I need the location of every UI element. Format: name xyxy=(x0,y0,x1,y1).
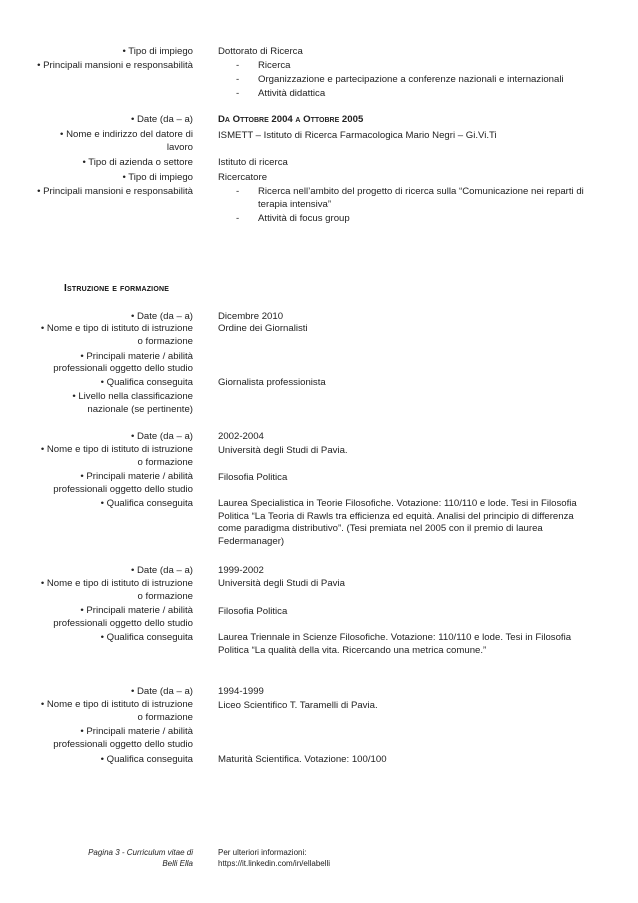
label-qualifica: • Qualifica conseguita xyxy=(100,632,193,643)
edu-qualifica: Laurea Specialistica in Teorie Filosofiche. Votazione: 110/110 e lode. Tesi in Filosofia Politica “La Teoria di Rawls tra efficienza ed equità. Analisi del principio di differenza come paradigma distributivo”. (Tesi premiata nel 2005 con il premio di laurea Federmanager) xyxy=(218,498,577,547)
label-azienda: • Tipo di azienda o settore xyxy=(82,157,193,168)
dash: - xyxy=(236,60,240,71)
edu-materie: Filosofia Politica xyxy=(218,606,288,617)
value-date: Da Ottobre 2004 a Ottobre 2005 xyxy=(218,114,364,125)
label-istituto: • Nome e tipo di istituto di istruzione xyxy=(40,323,193,334)
label-istituto-2: o formazione xyxy=(137,336,193,347)
mansioni2-item: Attività di focus group xyxy=(258,213,350,224)
edu-date: Dicembre 2010 xyxy=(218,311,284,322)
dash: - xyxy=(236,74,240,85)
label-datore: • Nome e indirizzo del datore di xyxy=(60,129,193,140)
label-tipo-impiego: • Tipo di impiego xyxy=(122,46,193,57)
dash: - xyxy=(236,213,240,224)
label-istituto-2: o formazione xyxy=(137,712,193,723)
label-qualifica: • Qualifica conseguita xyxy=(100,498,193,509)
label-livello-2: nazionale (se pertinente) xyxy=(87,404,193,415)
label-materie: • Principali materie / abilità xyxy=(80,471,193,482)
value-datore: ISMETT – Istituto di Ricerca Farmacologica Mario Negri – Gi.Vi.Ti xyxy=(218,130,497,141)
label-materie: • Principali materie / abilità xyxy=(80,726,193,737)
edu-qualifica: Laurea Triennale in Scienze Filosofiche. Votazione: 110/110 e lode. Tesi in Filosofia Politica “La qualità della vita. Ricercando una metrica comune.” xyxy=(218,632,572,656)
dash: - xyxy=(236,186,240,197)
value-tipo-impiego: Dottorato di Ricerca xyxy=(218,46,303,57)
edu-date: 1994-1999 xyxy=(218,686,264,697)
value-tipo-impiego-2: Ricercatore xyxy=(218,172,268,183)
label-materie-2: professionali oggetto dello studio xyxy=(53,618,193,629)
label-date: • Date (da – a) xyxy=(130,686,193,697)
label-materie-2: professionali oggetto dello studio xyxy=(53,363,193,374)
footer-page-label: Pagina 3 - Curriculum vitae di xyxy=(88,848,193,857)
edu-istituto: Università degli Studi di Pavia xyxy=(218,578,345,589)
edu-istituto: Liceo Scientifico T. Taramelli di Pavia. xyxy=(218,700,378,711)
label-istituto-2: o formazione xyxy=(137,457,193,468)
label-livello: • Livello nella classificazione xyxy=(72,391,193,402)
mansioni-item: Attività didattica xyxy=(258,88,326,99)
mansioni2-item: Ricerca nell’ambito del progetto di ricerca sulla “Comunicazione nei reparti di terapia intensiva” xyxy=(258,186,584,210)
label-materie: • Principali materie / abilità xyxy=(80,605,193,616)
section-title: Istruzione e formazione xyxy=(64,283,170,294)
label-materie: • Principali materie / abilità xyxy=(80,351,193,362)
label-date: • Date (da – a) xyxy=(130,565,193,576)
edu-date: 2002-2004 xyxy=(218,431,264,442)
label-istituto-2: o formazione xyxy=(137,591,193,602)
edu-date: 1999-2002 xyxy=(218,565,264,576)
label-materie-2: professionali oggetto dello studio xyxy=(53,484,193,495)
footer-info-label: Per ulteriori informazioni: xyxy=(218,848,307,857)
label-istituto: • Nome e tipo di istituto di istruzione xyxy=(40,578,193,589)
edu-qualifica: Giornalista professionista xyxy=(218,377,326,388)
mansioni-item: Ricerca xyxy=(258,60,291,71)
label-istituto: • Nome e tipo di istituto di istruzione xyxy=(40,444,193,455)
edu-materie: Filosofia Politica xyxy=(218,472,288,483)
label-materie-2: professionali oggetto dello studio xyxy=(53,739,193,750)
label-tipo-impiego-2: • Tipo di impiego xyxy=(122,172,193,183)
edu-istituto: Università degli Studi di Pavia. xyxy=(218,445,348,456)
label-mansioni: • Principali mansioni e responsabilità xyxy=(37,60,193,71)
edu-qualifica: Maturità Scientifica. Votazione: 100/100 xyxy=(218,754,387,765)
label-mansioni-2: • Principali mansioni e responsabilità xyxy=(37,186,193,197)
label-qualifica: • Qualifica conseguita xyxy=(100,754,193,765)
value-azienda: Istituto di ricerca xyxy=(218,157,288,168)
label-date: • Date (da – a) xyxy=(130,431,193,442)
edu-istituto: Ordine dei Giornalisti xyxy=(218,323,308,334)
footer-name: Belli Ella xyxy=(162,859,193,868)
label-date: • Date (da – a) xyxy=(130,311,193,322)
label-qualifica: • Qualifica conseguita xyxy=(100,377,193,388)
mansioni-item: Organizzazione e partecipazione a conferenze nazionali e internazionali xyxy=(258,74,564,85)
label-istituto: • Nome e tipo di istituto di istruzione xyxy=(40,699,193,710)
label-date: • Date (da – a) xyxy=(130,114,193,125)
footer-linkedin-link[interactable]: https://it.linkedin.com/in/ellabelli xyxy=(218,859,331,868)
dash: - xyxy=(236,88,240,99)
label-datore-2: lavoro xyxy=(166,142,193,153)
